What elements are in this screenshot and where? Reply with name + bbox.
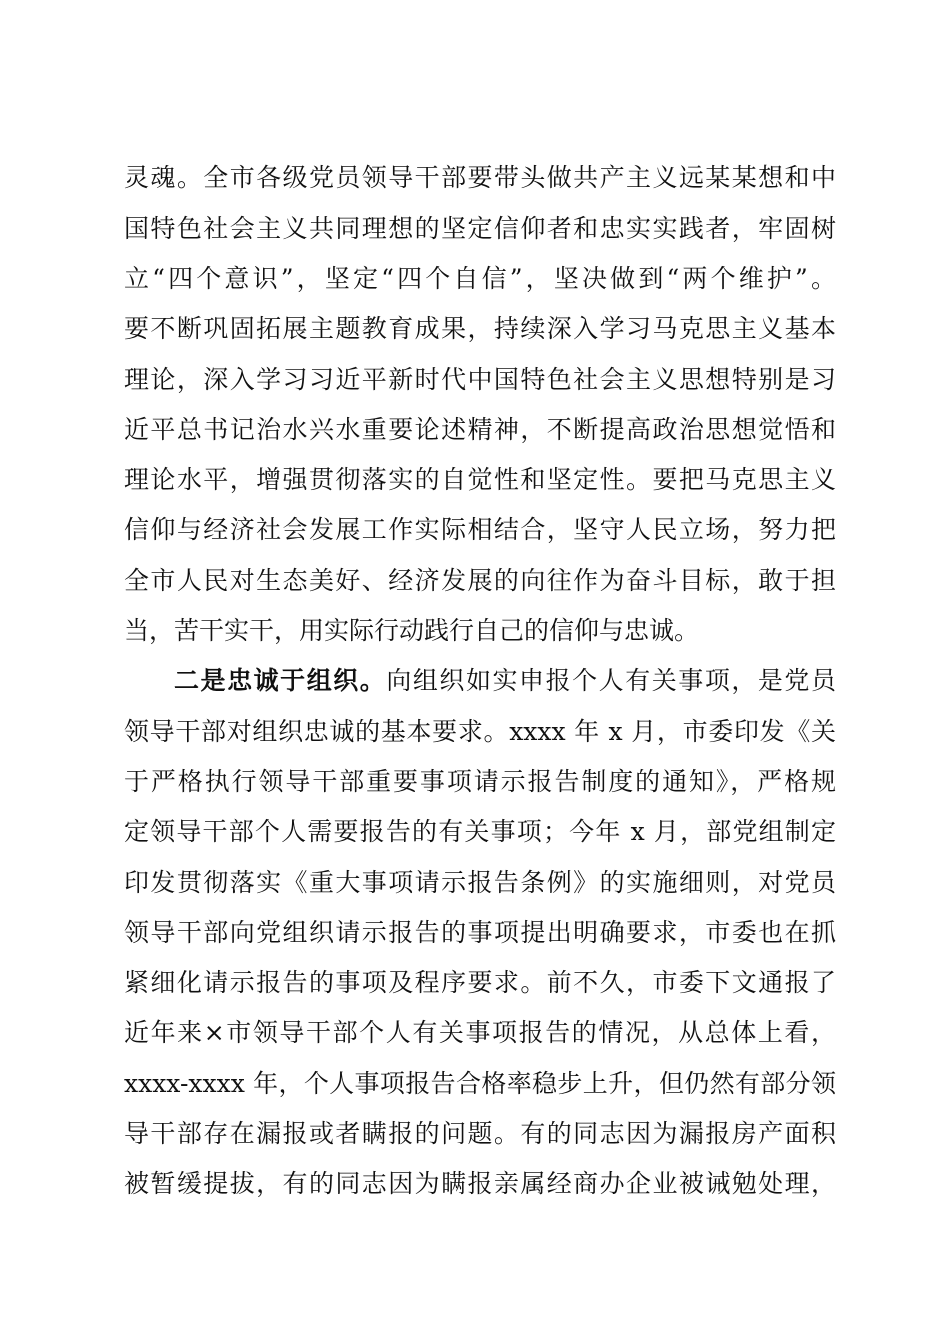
paragraph-2-line-4: 定领导干部个人需要报告的有关事项；今年 x 月，部党组制定 [124, 817, 836, 846]
paragraph-2-line-3: 于严格执行领导干部重要事项请示报告制度的通知》，严格规 [124, 767, 836, 796]
paragraph-1-line-3: 立“四个意识”，坚定“四个自信”，坚决做到“两个维护”。 [124, 264, 836, 293]
paragraph-2-line-2: 领导干部对组织忠诚的基本要求。xxxx 年 x 月，市委印发《关 [124, 717, 836, 746]
paragraph-1-line-10: 当，苦干实干，用实际行动践行自己的信仰与忠诚。 [124, 616, 700, 645]
paragraph-1-line-6: 近平总书记治水兴水重要论述精神，不断提高政治思想觉悟和 [124, 415, 836, 444]
paragraph-1-line-9: 全市人民对生态美好、经济发展的向往作为奋斗目标，敢于担 [124, 566, 836, 595]
paragraph-2-line-8: 近年来×市领导干部个人有关事项报告的情况，从总体上看， [124, 1018, 836, 1047]
paragraph-1-line-2: 国特色社会主义共同理想的坚定信仰者和忠实实践者，牢固树 [124, 214, 836, 243]
paragraph-1-line-4: 要不断巩固拓展主题教育成果，持续深入学习马克思主义基本 [124, 314, 836, 343]
paragraph-1-line-5: 理论，深入学习习近平新时代中国特色社会主义思想特别是习 [124, 365, 836, 394]
paragraph-2-heading: 二是忠诚于组织。 [174, 666, 387, 695]
paragraph-2-line-1 [174, 661, 836, 701]
paragraph-1-line-1: 灵魂。全市各级党员领导干部要带头做共产主义远某某想和中 [124, 163, 836, 192]
paragraph-2-line-10: 导干部存在漏报或者瞒报的问题。有的同志因为漏报房产面积 [124, 1119, 836, 1148]
paragraph-2-line-11: 被暂缓提拔，有的同志因为瞒报亲属经商办企业被诫勉处理， [124, 1169, 836, 1198]
paragraph-2-line-9: xxxx-xxxx 年，个人事项报告合格率稳步上升，但仍然有部分领 [124, 1069, 836, 1098]
paragraph-2-line-6: 领导干部向党组织请示报告的事项提出明确要求，市委也在抓 [124, 918, 836, 947]
paragraph-2-line-1-text: 向组织如实申报个人有关事项，是党员 [386, 666, 836, 695]
paragraph-2-line-5: 印发贯彻落实《重大事项请示报告条例》的实施细则，对党员 [124, 868, 836, 897]
paragraph-1-line-7: 理论水平，增强贯彻落实的自觉性和坚定性。要把马克思主义 [124, 465, 836, 494]
paragraph-2-line-7: 紧细化请示报告的事项及程序要求。前不久，市委下文通报了 [124, 968, 836, 997]
paragraph-1-line-8: 信仰与经济社会发展工作实际相结合，坚守人民立场，努力把 [124, 515, 836, 544]
